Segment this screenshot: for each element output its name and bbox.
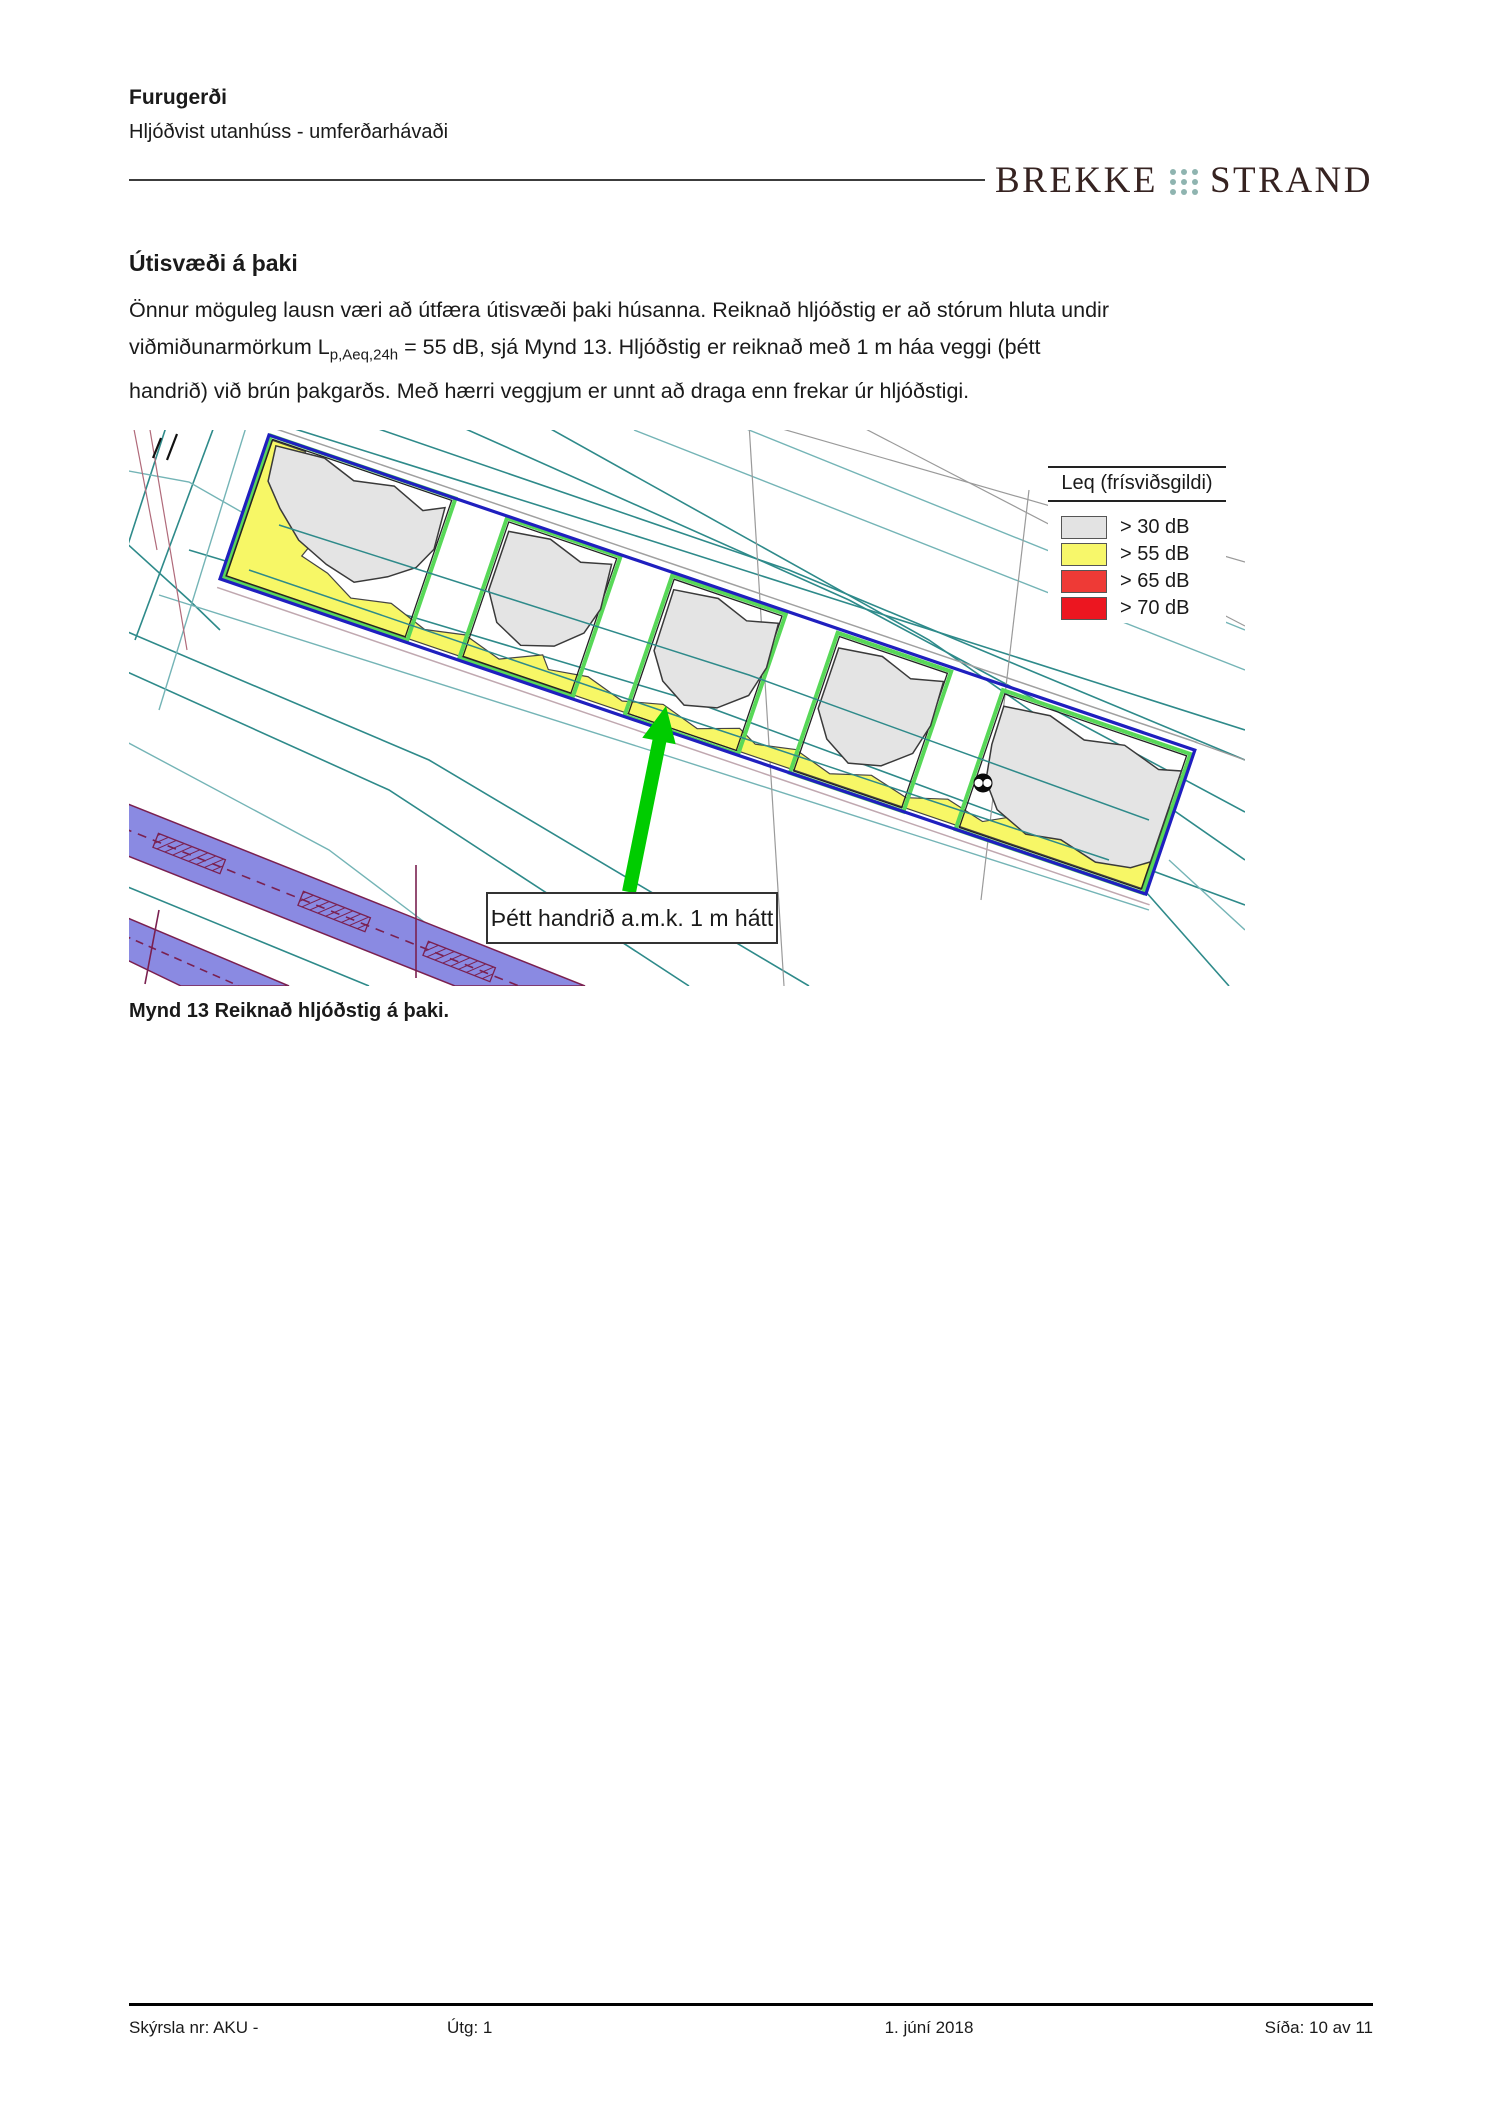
legend-row-30db: > 30 dB [1061, 515, 1226, 539]
report-subtitle: Hljóðvist utanhúss - umferðarhávaði [129, 121, 449, 143]
noise-map-figure [129, 430, 1245, 986]
legend-swatch-55db [1061, 543, 1107, 566]
legend-items [1048, 515, 1226, 620]
legend-swatch-30db [1061, 516, 1107, 539]
paragraph-line-2: viðmiðunarmörkum L [129, 335, 330, 359]
brekke-strand-logo [995, 159, 1373, 202]
header-divider [129, 179, 985, 181]
paragraph-line-2b: = 55 dB, sjá Mynd 13. Hljóðstig er reiknað með 1 m háa veggi (þétt [398, 335, 1041, 359]
paragraph-line-1: Önnur möguleg lausn væri að útfæra útisvæði þaki húsanna. Reiknað hljóðstig er að stórum hluta undir [129, 298, 1109, 322]
header-rule-row [129, 156, 1373, 204]
logo-word-brekke: BREKKE [994, 159, 1158, 201]
legend-title: Leq (frísviðsgildi) [1048, 466, 1226, 502]
noise-zones-30db [234, 442, 1188, 879]
receiver-point-icon [974, 774, 993, 793]
legend-row-55db: > 55 dB [1061, 542, 1226, 566]
figure-caption: Mynd 13 Reiknað hljóðstig á þaki. [129, 1000, 450, 1023]
logo-dots-icon [1170, 169, 1198, 195]
footer-page-number: Síða: 10 av 11 [1264, 2018, 1373, 2037]
level-subscript: p,Aeq,24h [329, 346, 399, 364]
body-paragraph [129, 292, 1289, 410]
legend-swatch-65db [1061, 570, 1107, 593]
cadastre-lines [133, 430, 187, 650]
paragraph-line-3: handrið) við brún þakgarðs. Með hærri veggjum er unnt að draga enn frekar úr hljóðstigi. [129, 379, 970, 404]
footer-edition: Útg: 1 [447, 2018, 493, 2037]
page-content [129, 0, 1373, 1023]
callout-arrow [629, 706, 676, 892]
logo-word-strand: STRAND [1209, 159, 1373, 201]
legend-swatch-70db [1061, 597, 1107, 620]
map-legend [1048, 466, 1226, 623]
page-footer [129, 2003, 1373, 2043]
project-title: Furugerði [129, 86, 227, 109]
legend-row-65db: > 65 dB [1061, 569, 1226, 593]
handrail-annotation: Þétt handrið a.m.k. 1 m hátt [486, 892, 778, 944]
legend-row-70db: > 70 dB [1061, 596, 1226, 620]
footer-date: 1. júní 2018 [884, 2018, 974, 2037]
section-heading: Útisvæði á þaki [129, 250, 298, 276]
footer-report-number: Skýrsla nr: AKU - [129, 2018, 259, 2037]
